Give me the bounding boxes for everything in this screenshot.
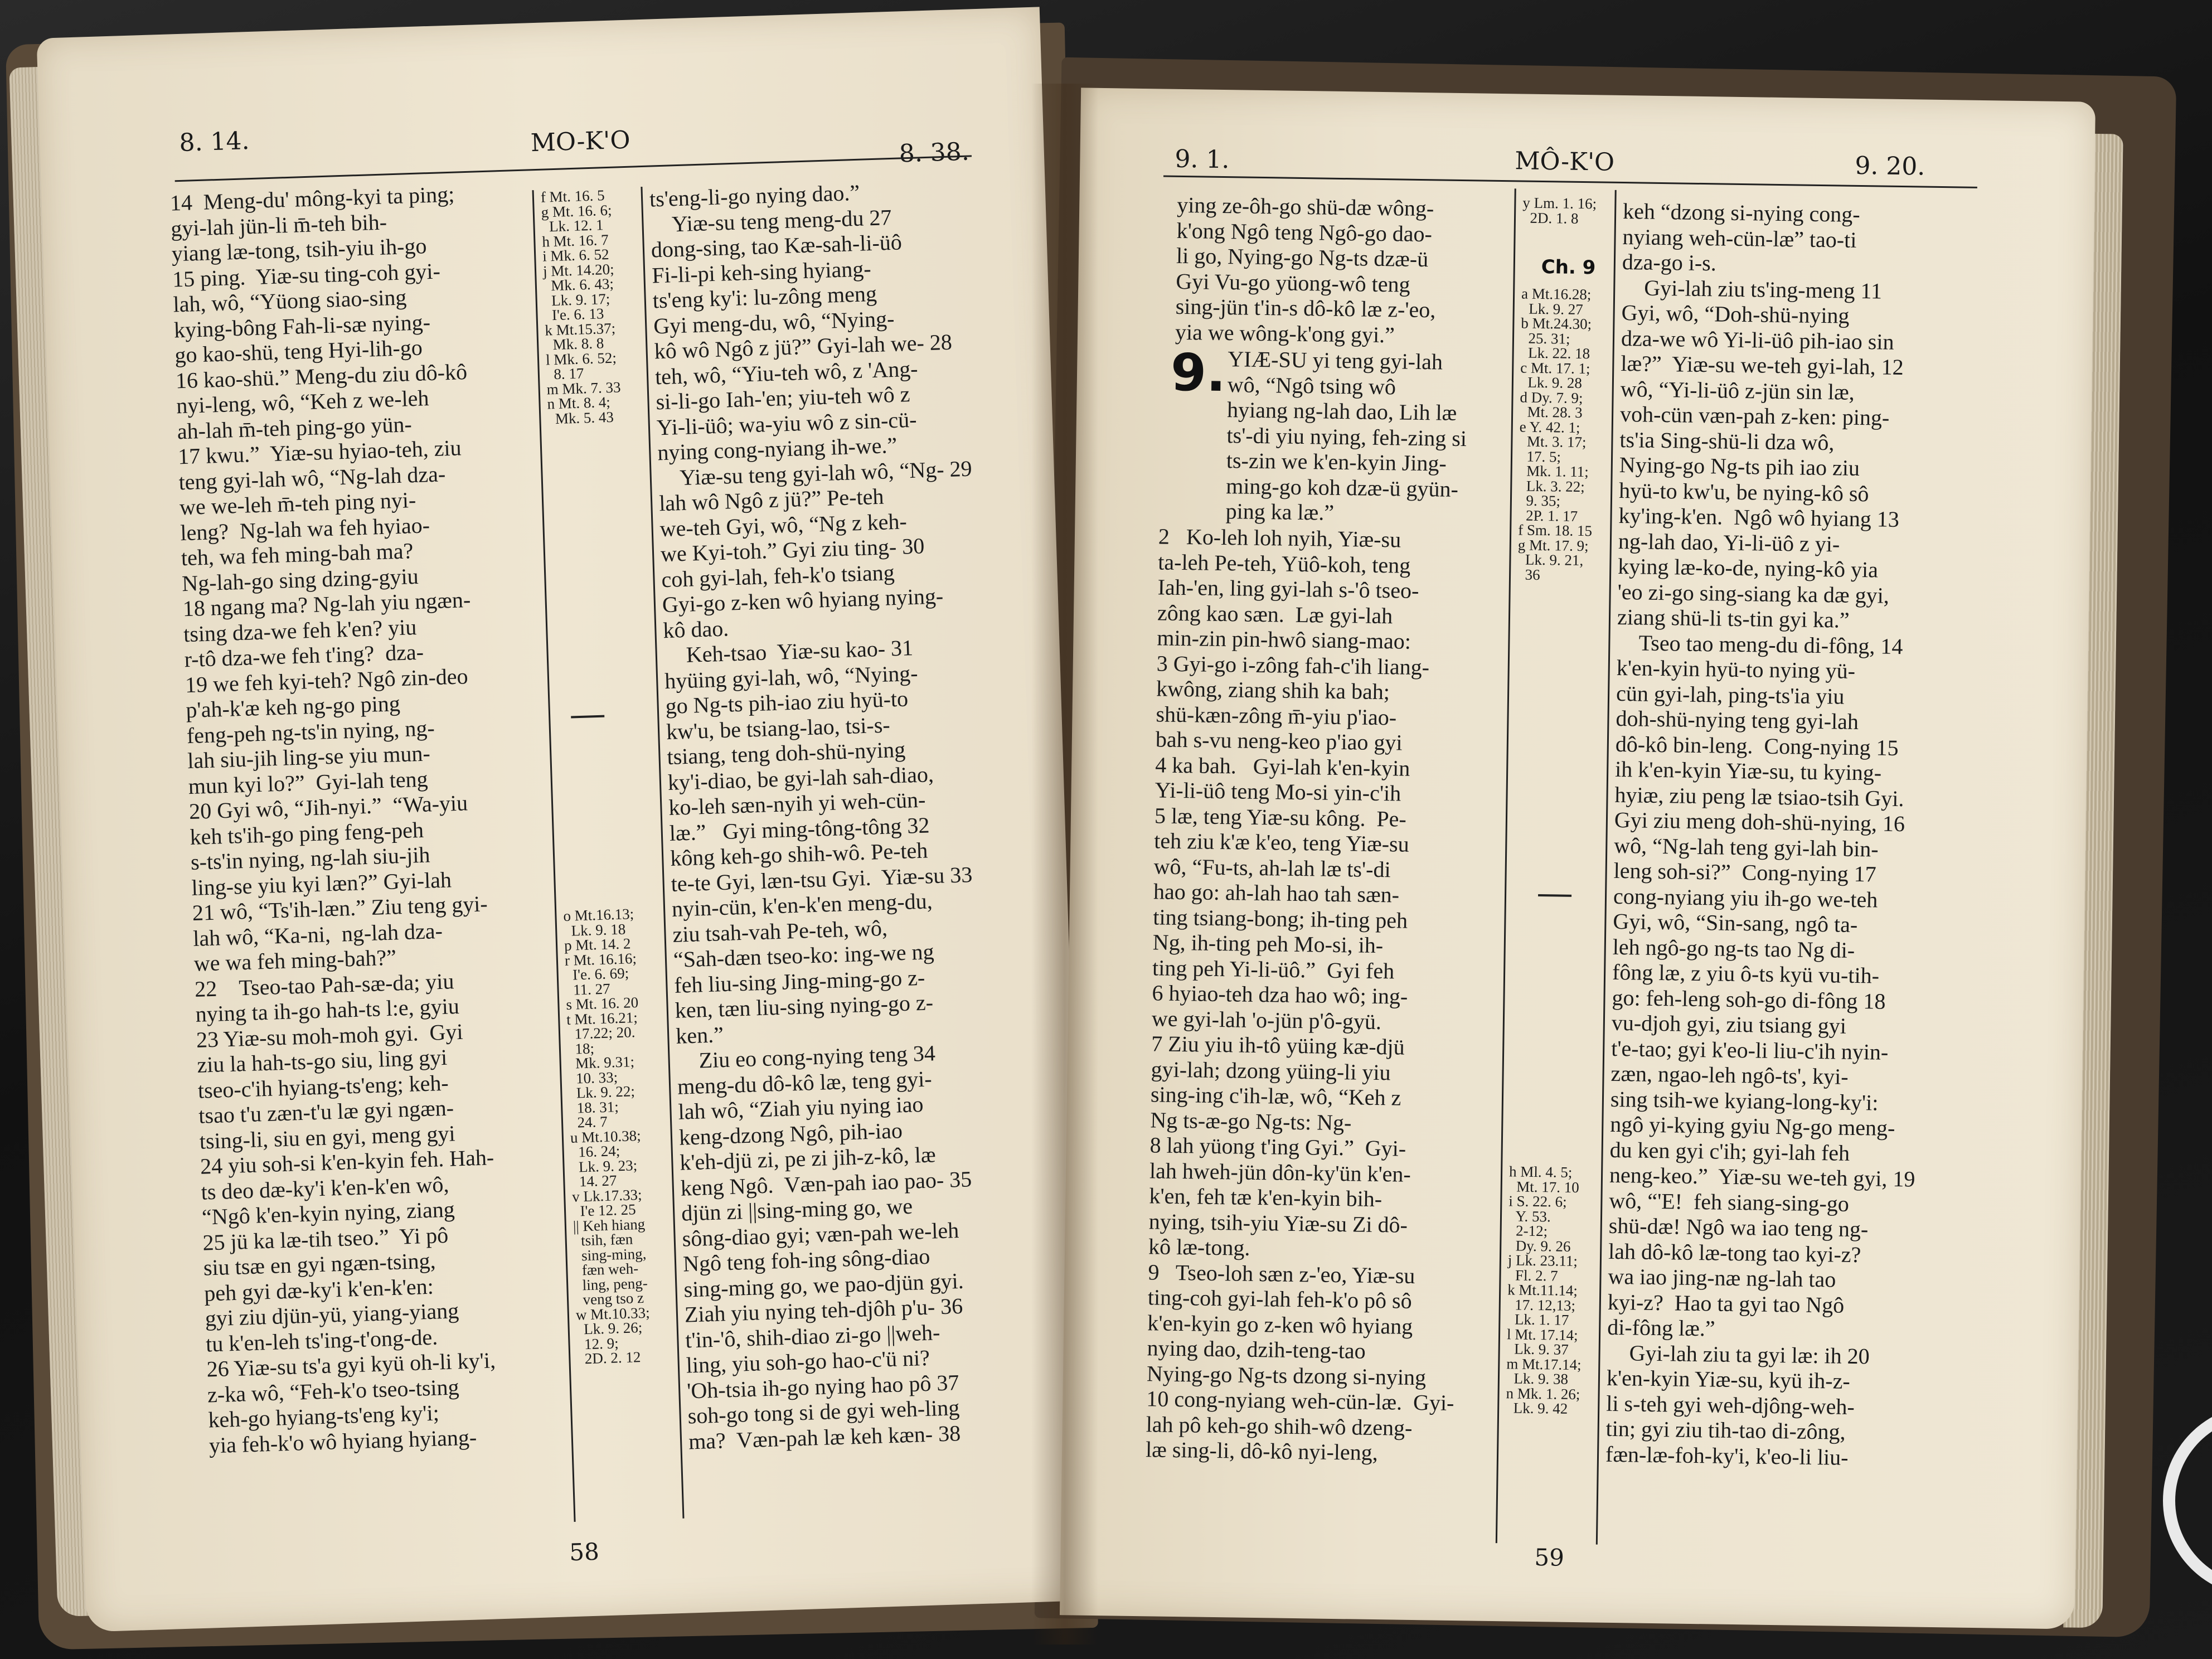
right-references-bottom: h Ml. 4. 5; Mt. 17. 10 i S. 22. 6; Y. 53. 2-12; Dy. 9. 26 j Lk. 23.11; Fl. 2. 7 k Mt.11.14; 17. 12,13; Lk. 1. 17 l Mt. 17.14; Lk. 9. 37 m Mt.17.14; Lk. 9. 38 n Mk. 1. 26; Lk. 9. 42 (1506, 1163, 1582, 1417)
right-references-separator (1538, 894, 1571, 897)
right-header-ref-start: 9. 1. (1175, 144, 1230, 174)
right-column-2-text: keh “dzong si-nying cong- nyiang weh-cün-læ” tao-ti dza-go i-s. Gyi-lah ziu ts'ing-meng 11 Gyi, wô, “Doh-shü-nying dza-we wô Yi-li-üô pih-iao sin læ?” Yiæ-su we-teh gyi-lah, 12 wô, “Yi-li-üô z-jün sin læ, voh-cün væn-pah z-ken: ping- ts'ia Sing-shü-li dza wô, Nying-go Ng-ts pih iao ziu hyü-to kw'u, be nying-kô sô ky'ing-k'en. Ngô wô hyiang 13 ng-lah dao, Yi-li-üô z yi- kying læ-ko-de, nying-kô yia 'eo zi-go sing-siang ka dæ gyi, ziang shü-li ts-tin gyi ka.” Tseo tao meng-du di-fông, 14 k'en-kyin hyü-to nying yü- cün gyi-lah, ping-ts'ia yiu doh-shü-nying teng gyi-lah dô-kô bin-leng. Cong-nying 15 ih k'en-kyin Yiæ-su, tu kying- hyiæ, ziu peng læ tsiao-tsih Gyi. Gyi ziu meng doh-shü-nying, 16 wô, “Ng-lah teng gyi-lah bin- leng soh-si?” Cong-nying 17 cong-nyiang yiu ih-go we-teh Gyi, wô, “Sin-sang, ngô ta- leh ngô-go ng-ts tao Ng di- fông læ, z yiu ô-ts kyü vu-tih- go: feh-leng soh-go di-fông 18 vu-djoh gyi, ziu tsiang gyi t'e-tao; gyi k'eo-li liu-c'ih nyin- zæn, ngao-leh ngô-ts', kyi- sing tsih-we kyiang-long-ky'i: ngô yi-kying gyiu Ng-go meng- du ken gyi c'ih; gyi-lah feh neng-keo.” Yiæ-su we-teh gyi, 19 wô, “'E! feh siang-sing-go shü-dæ! Ngô wa iao teng ng- lah dô-kô læ-tong tao kyi-z? wa iao jing-næ ng-lah tao kyi-z? Hao ta gyi tao Ngô di-fông læ.” Gyi-lah ziu ta gyi læ: ih 20 k'en-kyin Yiæ-su, kyü ih-z- li s-teh gyi weh-djông-weh- tin; gyi ziu tih-tao di-zông, fæn-læ-foh-ky'i, k'eo-li liu- (1605, 198, 1915, 1470)
left-header-ref-start: 8. 14. (178, 127, 250, 158)
left-references-bottom: o Mt.16.13; Lk. 9. 18 p Mt. 14. 2 r Mt. 16.16; I'e. 6. 69; 11. 27 s Mt. 16. 20 t Mt. 16.21; 17.22; 20. 18; Mk. 9.31; 10. 33; Lk. 9. 22; 18. 31; 24. 7 u Mt.10.38; 16. 24; Lk. 9. 23; 14. 27 v Lk.17.33; I'e 12. 25 || Keh hiang tsih, fæn sing-ming, fæn weh- ling, peng- veng tso z w Mt.10.33; Lk. 9. 26; 12. 9; 2D. 2. 12 (562, 905, 651, 1367)
left-column-2-text: ts'eng-li-go nying dao.” Yiæ-su teng meng-du 27 dong-sing, tao Kæ-sah-li-üô Fi-li-pi keh-sing hyiang- ts'eng ky'i: lu-zông meng Gyi meng-du, wô, “Nying- kô wô Ngô z jü?” Gyi-lah we- 28 teh, wô, “Yiu-teh wô, z 'Ang- si-li-go Iah-'en; yiu-teh wô z Yi-li-üô; wa-yiu wô z sin-cü- nying cong-nyiang ih-we.” Yiæ-su teng gyi-lah wô, “Ng- 29 lah wô Ngô z jü?” Pe-teh we-teh Gyi, wô, “Ng z keh- we Kyi-toh.” Gyi ziu ting- 30 coh gyi-lah, feh-k'o tsiang Gyi-go z-ken wô hyiang nying- kô dao. Keh-tsao Yiæ-su kao- 31 hyüing gyi-lah, wô, “Nying- go Ng-ts pih-iao ziu hyü-to kw'u, be tsiang-lao, tsi-s- tsiang, teng doh-shü-nying ky'i-diao, be gyi-lah sah-diao, ko-leh sæn-nyih yi weh-cün- læ.” Gyi ming-tông-tông 32 kông keh-go shih-wô. Pe-teh te-te Gyi, læn-tsu Gyi. Yiæ-su 33 nyin-cün, k'en-k'en meng-du, ziu tsah-vah Pe-teh, wô, “Sah-dæn tseo-ko: ing-we ng feh liu-sing Jing-ming-go z- ken, tæn liu-sing nying-go z- ken.” Ziu eo cong-nying teng 34 meng-du dô-kô læ, teng gyi- lah wô, “Ziah yiu nying iao keng-dzong Ngô, pih-iao k'eh-djü zi, pe zi jih-z-kô, læ keng Ngô. Væn-pah iao pao- 35 djün zi ||sing-ming go, we sông-diao gyi; væn-pah we-leh Ngô teng foh-ing sông-diao sing-ming go, we pao-djün gyi. Ziah yiu nying teh-djôh p'u- 36 t'in-'ô, shih-diao zi-go ||weh- ling, yiu soh-go hao-c'ü ni? 'Oh-tsia ih-go nying hao pô 37 soh-go tong si de gyi weh-ling ma? Væn-pah læ keh kæn- 38 (649, 180, 973, 1454)
left-page-number: 58 (569, 1537, 600, 1566)
right-header-title: MÔ-K'O (1515, 147, 1615, 177)
left-header-rule (175, 155, 972, 182)
book-gutter-shadow (1031, 84, 1098, 1645)
left-header-ref-end: 8. 38. (898, 137, 970, 168)
right-header-ref-end: 9. 20. (1855, 151, 1925, 181)
right-page (1060, 88, 2095, 1629)
right-page-number: 59 (1534, 1544, 1565, 1571)
right-column-1-intro: ying ze-ôh-go shü-dæ wông- k'ong Ngô teng Ngô-go dao- li go, Nying-go Ng-ts dzæ-ü Gyi Vu-go yüong-wô teng sing-jün t'in-s dô-kô læ z-'eo, yia we wông-k'ong gyi.” (1175, 192, 1436, 347)
chapter-label: Ch. 9 (1541, 255, 1596, 279)
right-column-1-text: 2 Ko-leh loh nyih, Yiæ-su ta-leh Pe-teh, Yüô-koh, teng Iah-'en, ling gyi-lah s-'ô tseo- zông kao sæn. Læ gyi-lah min-zin pin-hwô siang-mao: 3 Gyi-go i-zông fah-c'ih liang- kwông, ziang shih ka bah; shü-kæn-zông m̄-yiu p'iao- bah s-vu neng-keo p'iao gyi 4 ka bah. Gyi-lah k'en-kyin Yi-li-üô teng Mo-si yin-c'ih 5 læ, teng Yiæ-su kông. Pe- teh ziu k'æ k'eo, teng Yiæ-su wô, “Fu-ts, ah-lah læ ts'-di hao go: ah-lah hao tah sæn- ting tsiang-bong; ih-ting peh Ng, ih-ting peh Mo-si, ih- ting peh Yi-li-üô.” Gyi feh 6 hyiao-teh dza hao wô; ing- we gyi-lah 'o-jün p'ô-gyü. 7 Ziu yiu ih-tô yüing kæ-djü gyi-lah; dzong yüing-li yiu sing-ing c'ih-læ, wô, “Keh z Ng ts-æ-go Ng-ts: Ng- 8 lah yüong t'ing Gyi.” Gyi- lah hweh-jün dôn-ky'ün k'en- k'en, feh tæ k'en-kyin bih- nying, tsih-yiu Yiæ-su Zi dô- kô læ-tong. 9 Tseo-loh sæn z-'eo, Yiæ-su ting-coh gyi-lah feh-k'o pô sô k'en-kyin go z-ken wô hyiang nying dao, dzih-teng-tao Nying-go Ng-ts dzong si-nying 10 cong-nyiang weh-cün-læ. Gyi- lah pô keh-go shih-wô dzeng- læ sing-li, dô-kô nyi-leng, (1145, 523, 1454, 1466)
right-references-top: y Lm. 1. 16; 2D. 1. 8 (1522, 194, 1597, 227)
left-page (37, 7, 1090, 1632)
left-references-separator (571, 715, 604, 719)
right-references-middle: a Mt.16.28; Lk. 9. 27 b Mt.24.30; 25. 31; Lk. 22. 18 c Mt. 17. 1; Lk. 9. 28 d Dy. 7. 9; Mt. 28. 3 e Y. 42. 1; Mt. 3. 17; 17. 5; Mk. 1. 11; Lk. 3. 22; 9. 35; 2P. 1. 17 f Sm. 18. 15 g Mt. 17. 9; Lk. 9. 21, 36 (1517, 285, 1593, 583)
right-column-1-chapter-start: YIÆ-SU yi teng gyi-lah wô, “Ngô tsing wô hyiang ng-lah dao, Lih læ ts'-di yiu nying, feh-zing si ts-zin we k'en-kyin Jing- ming-go koh dzæ-ü gyün- ping ka læ.” (1225, 346, 1467, 525)
chapter-numeral: 9. (1170, 342, 1226, 404)
left-references-top: f Mt. 16. 5 g Mt. 16. 6; Lk. 12. 1 h Mt. 16. 7 i Mk. 6. 52 j Mt. 14.20; Mk. 6. 43; Lk. 9. 17; I'e. 6. 13 k Mt.15.37; Mk. 8. 8 l Mk. 6. 52; 8. 17 m Mk. 7. 33 n Mt. 8. 4; Mk. 5. 43 (540, 187, 621, 428)
left-column-1-text: 14 Meng-du' mông-kyi ta ping; gyi-lah jün-li m̄-teh bih- yiang læ-tong, tsih-yiu ih-go 15 ping. Yiæ-su ting-coh gyi- lah, wô, “Yüong siao-sing kying-bông Fah-li-sæ nying- go kao-shü, teng Hyi-lih-go 16 kao-shü.” Meng-du ziu dô-kô nyi-leng, wô, “Keh z we-leh ah-lah m̄-teh ping-go yün- 17 kwu.” Yiæ-su hyiao-teh, ziu teng gyi-lah wô, “Ng-lah dza- we we-leh m̄-teh ping nyi- leng? Ng-lah wa feh hyiao- teh, wa feh ming-bah ma? Ng-lah-go sing dzing-gyiu 18 ngang ma? Ng-lah yiu ngæn- tsing dza-we feh k'en? yiu r-tô dza-we feh t'ing? dza- 19 we feh kyi-teh? Ngô zin-deo p'ah-k'æ keh ng-go ping feng-peh ng-ts'in nying, ng- lah siu-jih ling-se yiu mun- mun kyi lo?” Gyi-lah teng 20 Gyi wô, “Jih-nyi.” “Wa-yiu keh ts'ih-go ping feng-peh s-ts'in nying, ng-lah siu-jih ling-se yiu kyi læn?” Gyi-lah 21 wô, “Ts'ih-læn.” Ziu teng gyi- lah wô, “Ka-ni, ng-lah dza- we wa feh ming-bah?” 22 Tseo-tao Pah-sæ-da; yiu nying ta ih-go hah-ts l:e, gyiu 23 Yiæ-su moh-moh gyi. Gyi ziu la hah-ts-go siu, ling gyi tseo-c'ih hyiang-ts'eng; keh- tsao t'u zæn-t'u læ gyi ngæn- tsing-li, siu en gyi, meng gyi 24 yiu soh-si k'en-kyin feh. Hah- ts deo dæ-ky'i k'en-k'en wô, “Ngô k'en-kyin nying, ziang 25 jü ka læ-tih tseo.” Yi pô siu tsæ en gyi ngæn-tsing, peh gyi dæ-ky'i k'en-k'en: gyi ziu djün-yü, yiang-yiang tu k'en-leh ts'ing-t'ong-de. 26 Yiæ-su ts'a gyi kyü oh-li ky'i, z-ka wô, “Feh-k'o tseo-tsing keh-go hyiang-ts'eng ky'i; yia feh-k'o wô hyiang hyiang- (169, 181, 496, 1458)
left-header-title: MO-K'O (530, 125, 631, 158)
